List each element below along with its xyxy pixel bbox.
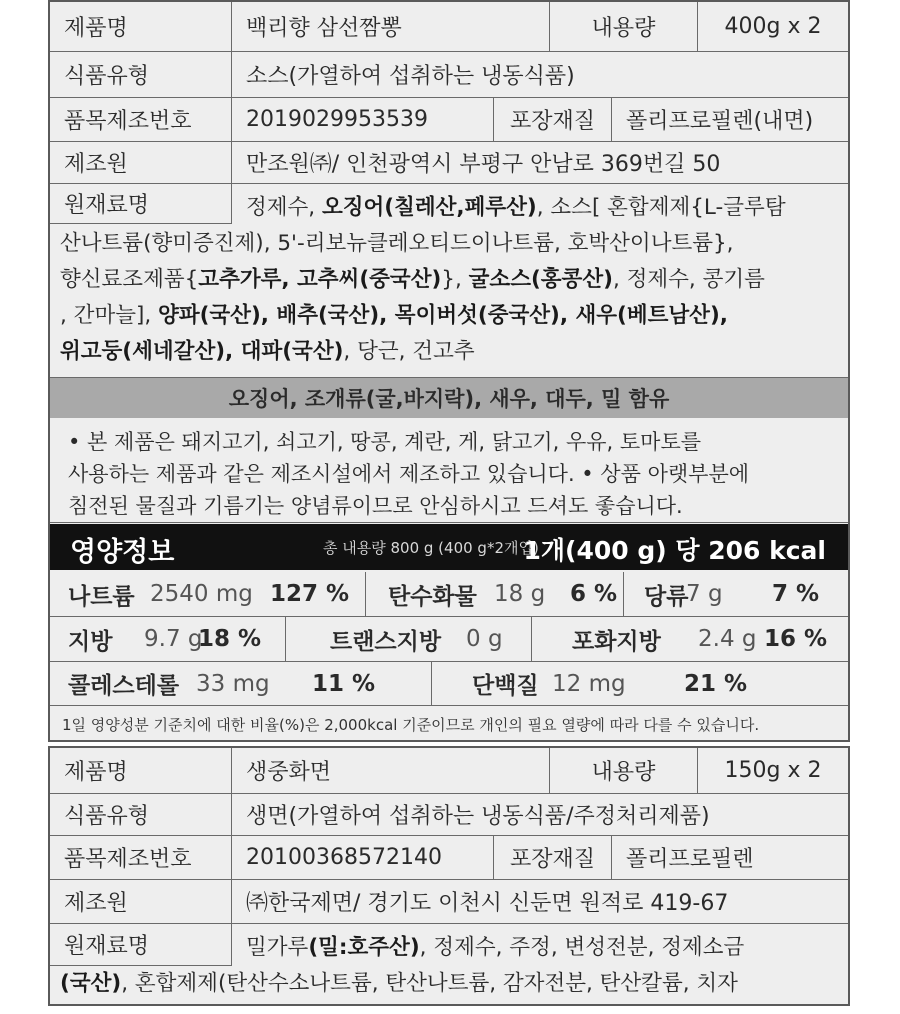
nutrient-name: 나트륨 <box>68 583 135 610</box>
nutrient-cell <box>50 617 286 661</box>
nutrient-name: 단백질 <box>472 673 539 699</box>
value-volume: 150g x 2 <box>724 758 822 783</box>
nutrient-name: 지방 <box>68 628 113 655</box>
value-volume: 400g x 2 <box>724 14 822 39</box>
nutrition-row <box>50 662 848 706</box>
label-report-no: 품목제조번호 <box>50 98 232 141</box>
nutrient-cell <box>50 662 432 705</box>
warning-text <box>68 426 838 522</box>
nutrient-daily-pct: 16 % <box>764 626 828 652</box>
nutrition-header <box>50 524 848 570</box>
nutrient-cell <box>50 572 366 616</box>
row-product-name <box>50 2 848 52</box>
nutrient-cell <box>286 617 532 661</box>
row-maker <box>50 880 848 924</box>
label-ingredients: 원재료명 <box>50 924 232 966</box>
label-maker: 제조원 <box>50 880 232 923</box>
row-maker <box>50 142 848 184</box>
nutrition-footnote: 1일 영양성분 기준치에 대한 비율(%)은 2,000kcal 기준이므로 개인의 필요 열량에 따라 다를 수 있습니다. <box>62 716 760 734</box>
nutrient-name: 콜레스테롤 <box>68 673 180 699</box>
nutrition-total: 총 내용량 800 g (400 g*2개입) <box>323 539 539 557</box>
nutrient-amount: 0 g <box>466 626 503 652</box>
nutrient-amount: 2.4 g <box>698 626 757 652</box>
row-report-no <box>50 98 848 142</box>
label-food-type: 식품유형 <box>50 52 232 97</box>
row-ingredients <box>50 184 848 378</box>
nutrition-row <box>50 617 848 662</box>
nutrient-daily-pct: 18 % <box>198 626 262 652</box>
value-product-name: 백리향 삼선짬뽕 <box>232 2 550 51</box>
nutrient-name: 탄수화물 <box>388 583 477 610</box>
ingredients-line: 산나트륨(향미증진제), 5'-리보뉴클레오티드이나트륨, 호박산이나트륨}, <box>60 231 734 256</box>
value-maker: ㈜한국제면/ 경기도 이천시 신둔면 원적로 419-67 <box>246 891 729 916</box>
row-food-type <box>50 52 848 98</box>
label-product-name: 제품명 <box>50 2 232 51</box>
row-product-name <box>50 748 848 794</box>
value-food-type: 생면(가열하여 섭취하는 냉동식품/주정처리제품) <box>246 804 710 829</box>
row-food-type <box>50 794 848 836</box>
warning-section <box>50 418 848 523</box>
nutrient-cell <box>432 662 848 705</box>
value-maker: 만조원㈜/ 인천광역시 부평구 안남로 369번길 50 <box>246 152 721 177</box>
allergy-banner: 오징어, 조개류(굴,바지락), 새우, 대두, 밀 함유 <box>50 378 848 418</box>
value-packaging: 폴리프로필렌 <box>626 847 754 872</box>
nutrition-row <box>50 572 848 617</box>
value-food-type: 소스(가열하여 섭취하는 냉동식품) <box>246 64 575 89</box>
label-ingredients: 원재료명 <box>50 184 232 224</box>
nutrient-amount: 9.7 g <box>144 626 203 652</box>
nutrient-daily-pct: 6 % <box>570 581 618 607</box>
nutrient-name: 트랜스지방 <box>330 628 442 655</box>
nutrient-daily-pct: 127 % <box>270 581 350 607</box>
nutrition-title: 영양정보 <box>70 537 175 568</box>
ingredients-line: 향신료조제품{고추가루, 고추씨(중국산)}, 굴소스(홍콩산), 정제수, 콩기름 <box>60 267 765 292</box>
nutrient-daily-pct: 11 % <box>312 670 376 697</box>
nutrient-amount: 12 mg <box>552 670 626 697</box>
nutrient-name: 당류 <box>644 583 689 610</box>
warning-line: • 본 제품은 돼지고기, 쇠고기, 땅콩, 계란, 게, 닭고기, 우유, 토마토를 <box>68 430 702 454</box>
label-volume: 내용량 <box>550 748 698 793</box>
label-packaging: 포장재질 <box>494 98 612 141</box>
label-volume: 내용량 <box>550 2 698 51</box>
label-packaging: 포장재질 <box>494 836 612 879</box>
nutrient-amount: 18 g <box>494 581 546 607</box>
value-product-name: 생중화면 <box>232 748 550 793</box>
row-ingredients <box>50 924 848 1014</box>
value-report-no: 20100368572140 <box>232 836 494 879</box>
nutrient-daily-pct: 7 % <box>772 581 820 607</box>
ingredients-line: 위고둥(세네갈산), 대파(국산), 당근, 건고추 <box>60 339 475 364</box>
nutrient-daily-pct: 21 % <box>684 670 748 697</box>
ingredients-line: 밀가루(밀:호주산), 정제수, 주정, 변성전분, 정제소금 <box>246 935 745 960</box>
label-product-name: 제품명 <box>50 748 232 793</box>
nutrient-amount: 2540 mg <box>150 581 253 607</box>
ingredients-line: (국산), 혼합제제(탄산수소나트륨, 탄산나트륨, 감자전분, 탄산칼륨, 치자 <box>60 971 738 996</box>
value-report-no: 2019029953539 <box>232 98 494 141</box>
nutrient-cell <box>366 572 624 616</box>
ingredients-line: 정제수, 오징어(칠레산,페루산), 소스[ 혼합제제{L-글루탐 <box>246 195 786 220</box>
nutrient-amount: 33 mg <box>196 670 270 697</box>
nutrient-cell <box>624 572 848 616</box>
nutrient-amount: 7 g <box>686 581 723 607</box>
warning-line: 사용하는 제품과 같은 제조시설에서 제조하고 있습니다. • 상품 아랫부분에 <box>68 462 750 486</box>
product-info-table-2 <box>48 746 850 1006</box>
value-packaging: 폴리프로필렌(내면) <box>626 109 814 134</box>
label-food-type: 식품유형 <box>50 794 232 835</box>
nutrition-per-serving: 1개(400 g) 당 206 kcal <box>523 536 826 565</box>
warning-line: 침전된 물질과 기름기는 양념류이므로 안심하시고 드셔도 좋습니다. <box>68 494 683 518</box>
ingredients-line: , 간마늘], 양파(국산), 배추(국산), 목이버섯(중국산), 새우(베트남산), <box>60 303 728 328</box>
row-report-no <box>50 836 848 880</box>
nutrient-name: 포화지방 <box>572 628 661 655</box>
label-maker: 제조원 <box>50 142 232 183</box>
product-info-table-1 <box>48 0 850 742</box>
label-report-no: 품목제조번호 <box>50 836 232 879</box>
nutrient-cell <box>532 617 848 661</box>
